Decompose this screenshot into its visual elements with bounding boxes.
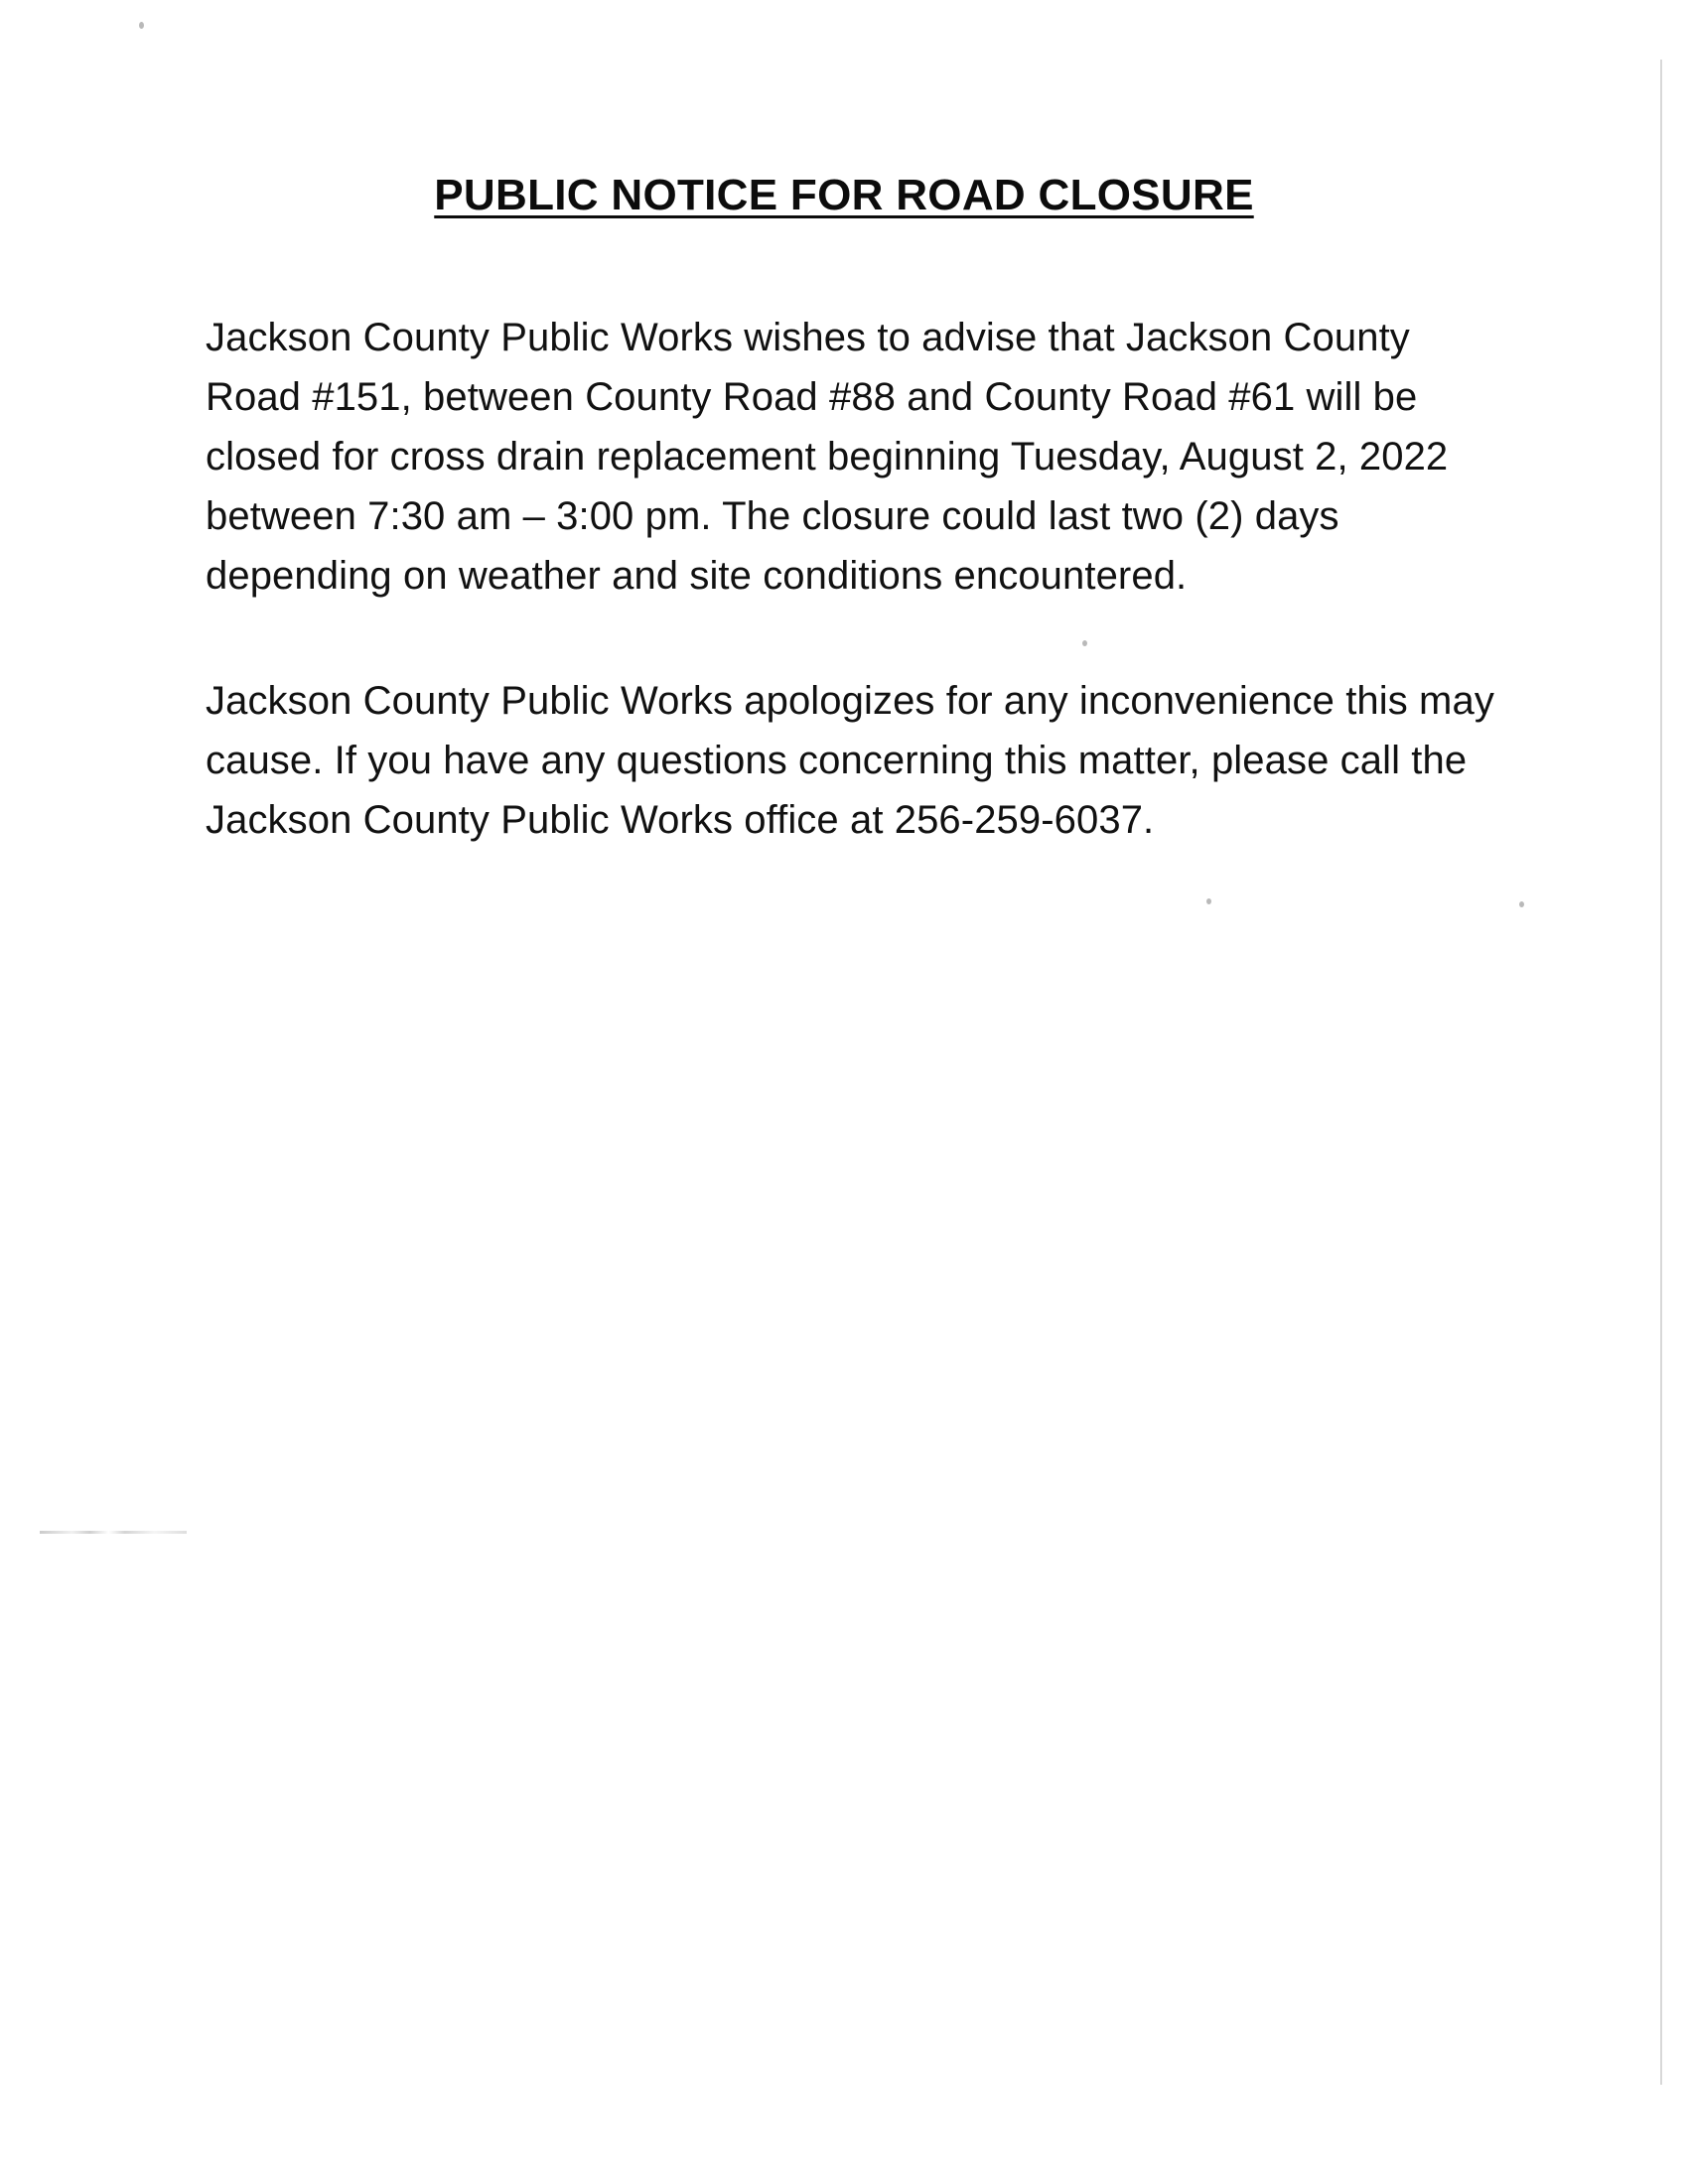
scan-edge-line (1660, 60, 1662, 2085)
page-title-text: PUBLIC NOTICE FOR ROAD CLOSURE (434, 171, 1254, 219)
scan-speck (1519, 901, 1524, 907)
paragraph-text: Jackson County Public Works apologizes for any inconvenience this may cause. If you have any questions concerning this matter, please call the Jackson County Public Works office at 256-259-6037. (206, 679, 1494, 842)
scan-speck (1082, 640, 1087, 646)
scan-speck (139, 22, 144, 29)
notice-paragraph-closure (206, 308, 1496, 606)
page-title (0, 171, 1688, 220)
scan-speck (1206, 898, 1211, 904)
paragraph-text: Jackson County Public Works wishes to advise that Jackson County Road #151, between County Road #88 and County Road #61 will be closed for cross drain replacement beginning Tuesday, August 2, 2022 between 7:30 am – 3:00 pm. The closure could last two (2) days depending on weather and site conditions encountered. (206, 316, 1449, 598)
scan-smudge (40, 1531, 187, 1534)
notice-paragraph-contact (206, 671, 1496, 850)
